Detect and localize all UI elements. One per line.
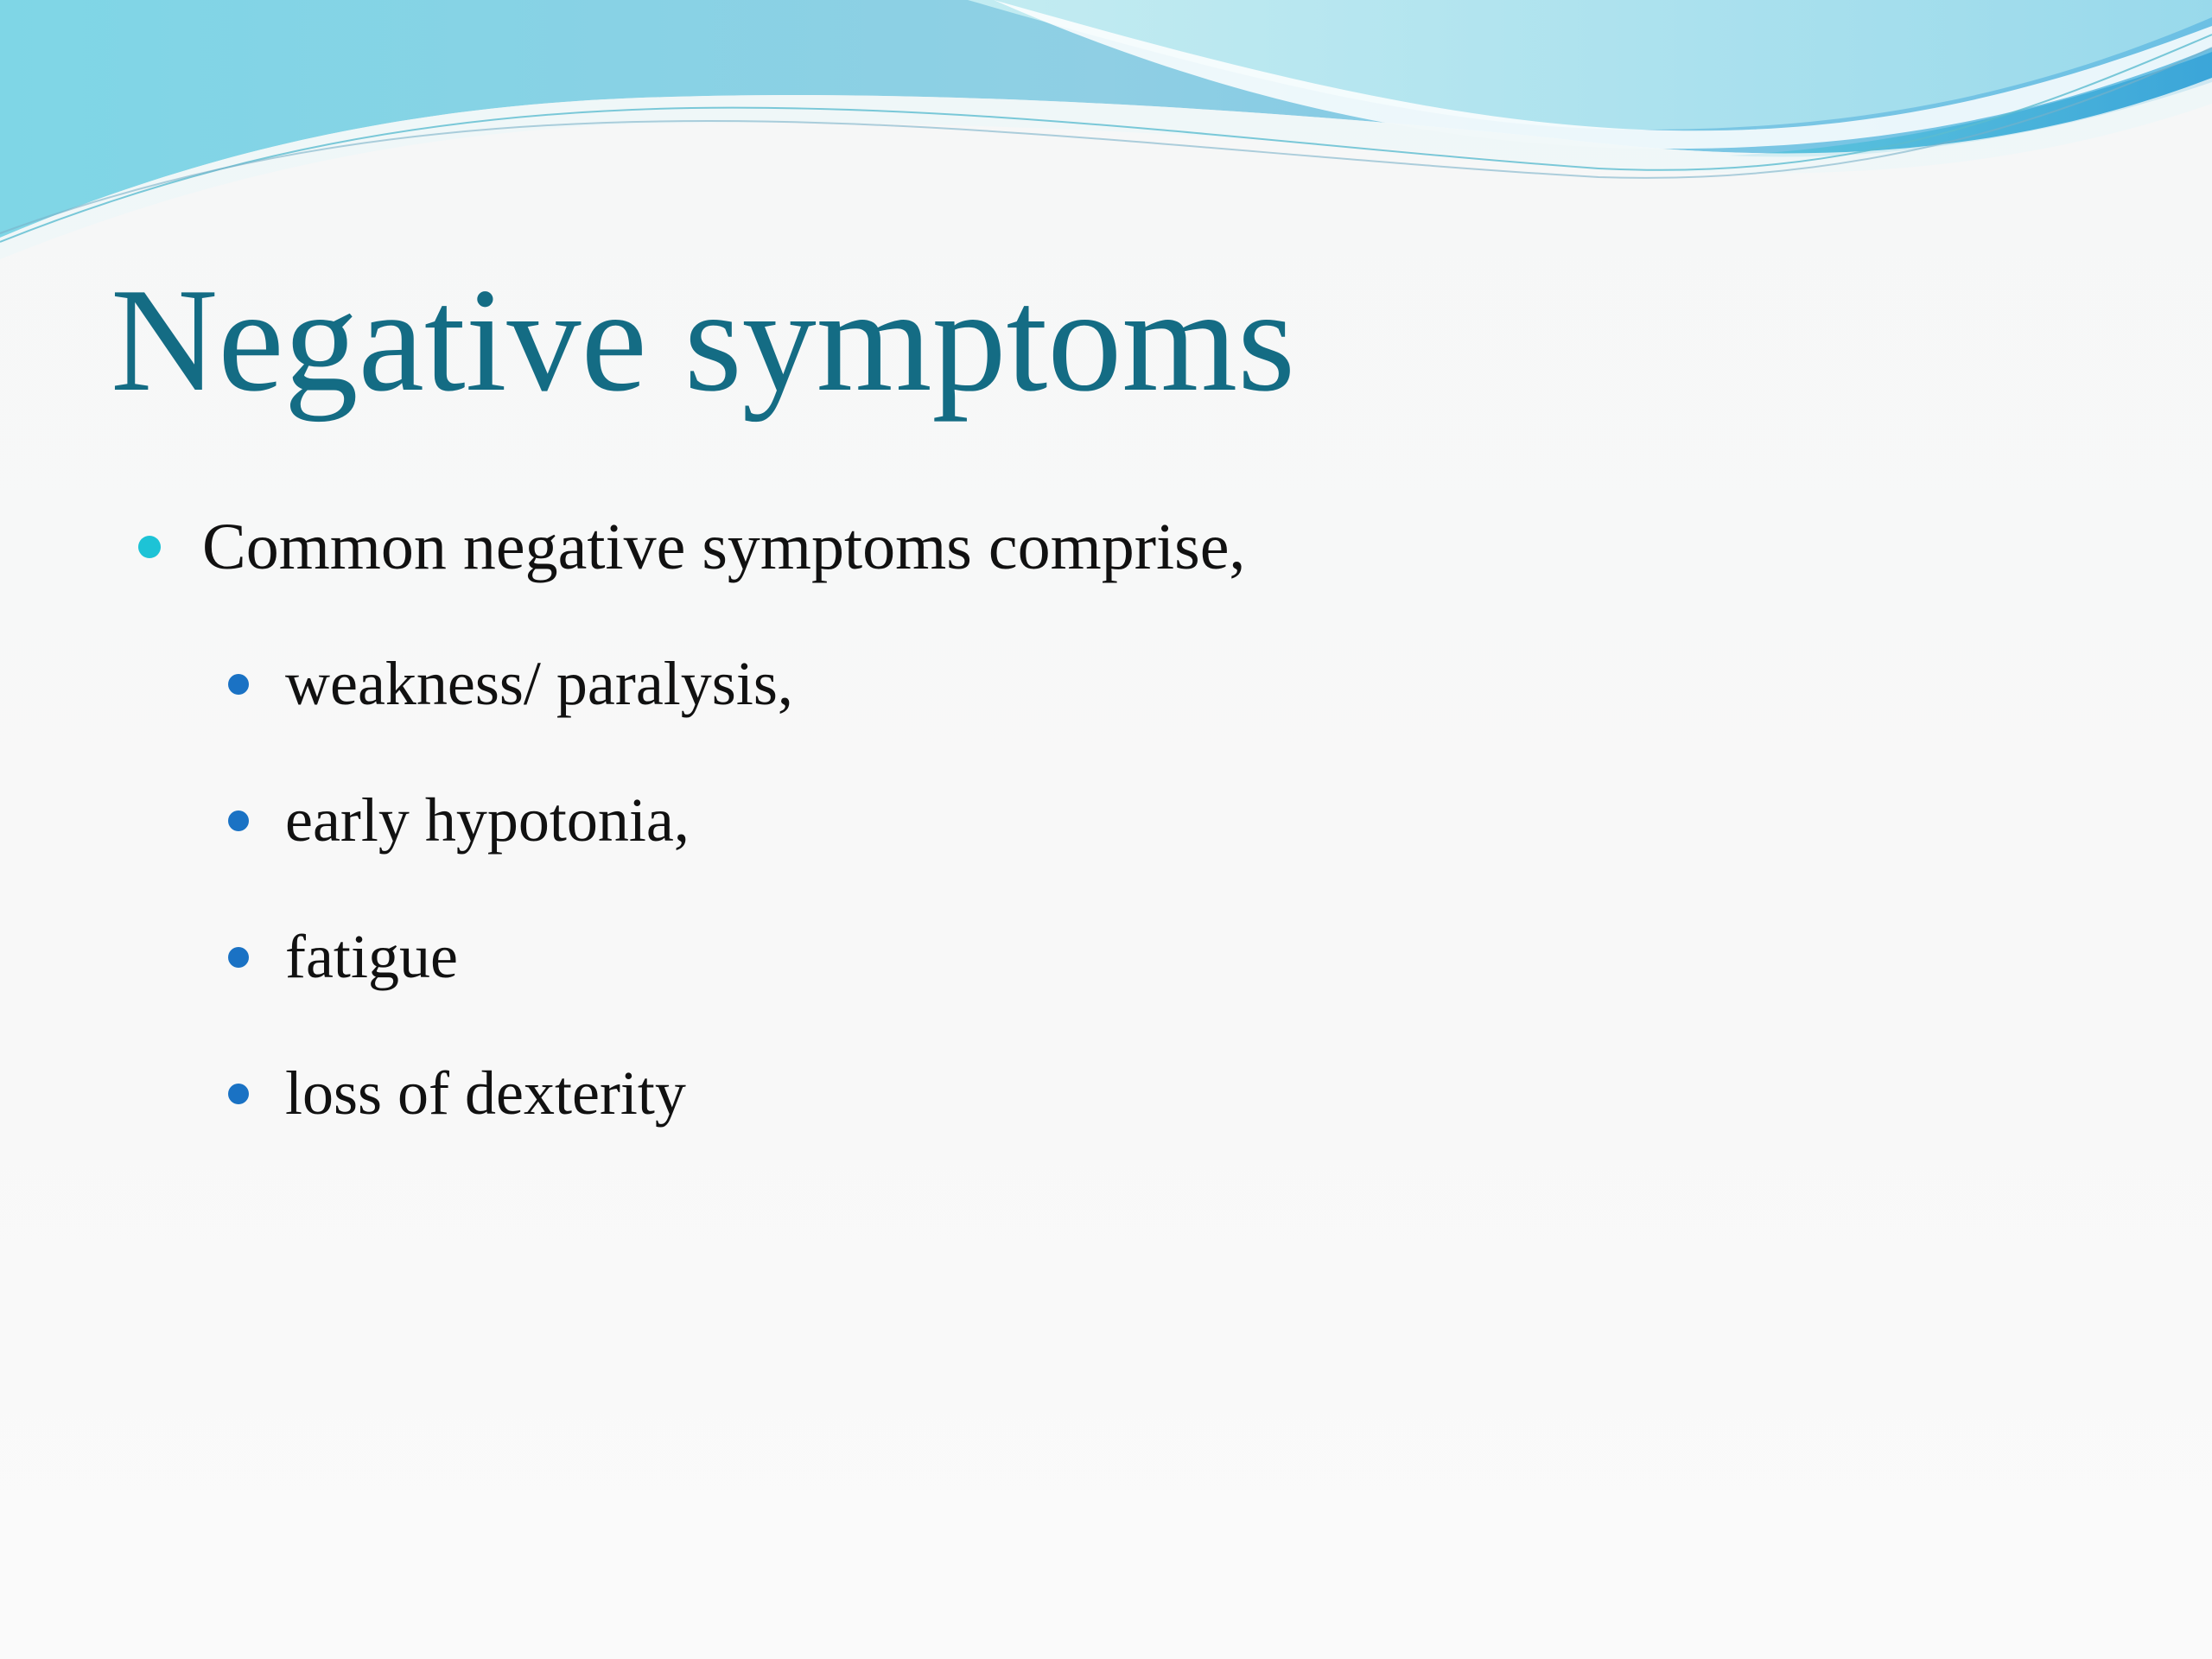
sub-bullet-item [228,648,793,720]
slide-title: Negative symptoms [111,258,1296,423]
bullet-dot-icon [138,536,161,558]
sub-bullet-dot-icon [228,947,249,968]
bullet-text: Common negative symptoms comprise, [202,511,1246,583]
sub-bullet-text: fatigue [285,922,458,991]
sub-bullet-text: early hypotonia, [285,785,690,855]
sub-bullet-text: weakness/ paralysis, [285,649,793,718]
sub-bullet-text: loss of dexterity [285,1058,686,1128]
bullet-item-level1 [138,510,1245,585]
sub-bullet-item [228,921,458,993]
sub-bullet-dot-icon [228,1084,249,1104]
sub-bullet-item [228,785,690,856]
sub-bullet-item [228,1058,686,1129]
sub-bullet-dot-icon [228,674,249,695]
sub-bullet-dot-icon [228,810,249,831]
